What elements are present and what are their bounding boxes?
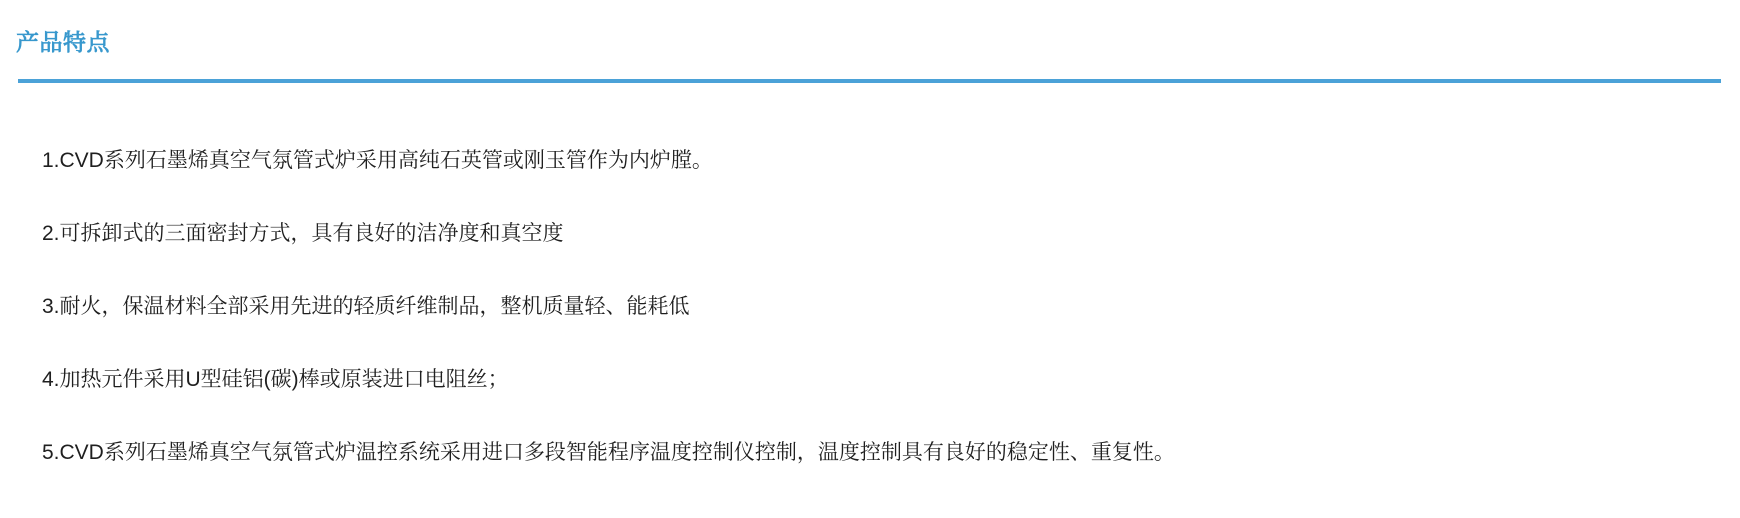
feature-item-4: 4.加热元件采用U型硅铝(碳)棒或原装进口电阻丝； [42, 368, 509, 391]
feature-item-1: 1.CVD系列石墨烯真空气氛管式炉采用高纯石英管或刚玉管作为内炉膛。 [42, 149, 713, 172]
page-title: 产品特点 [16, 29, 110, 55]
feature-item-3: 3.耐火，保温材料全部采用先进的轻质纤维制品，整机质量轻、能耗低 [42, 295, 690, 318]
feature-list [0, 83, 1740, 467]
feature-item-5: 5.CVD系列石墨烯真空气氛管式炉温控系统采用进口多段智能程序温度控制仪控制，温度控制具有良好的稳定性、重复性。 [42, 441, 1175, 464]
feature-item-2: 2.可拆卸式的三面密封方式，具有良好的洁净度和真空度 [42, 222, 564, 245]
